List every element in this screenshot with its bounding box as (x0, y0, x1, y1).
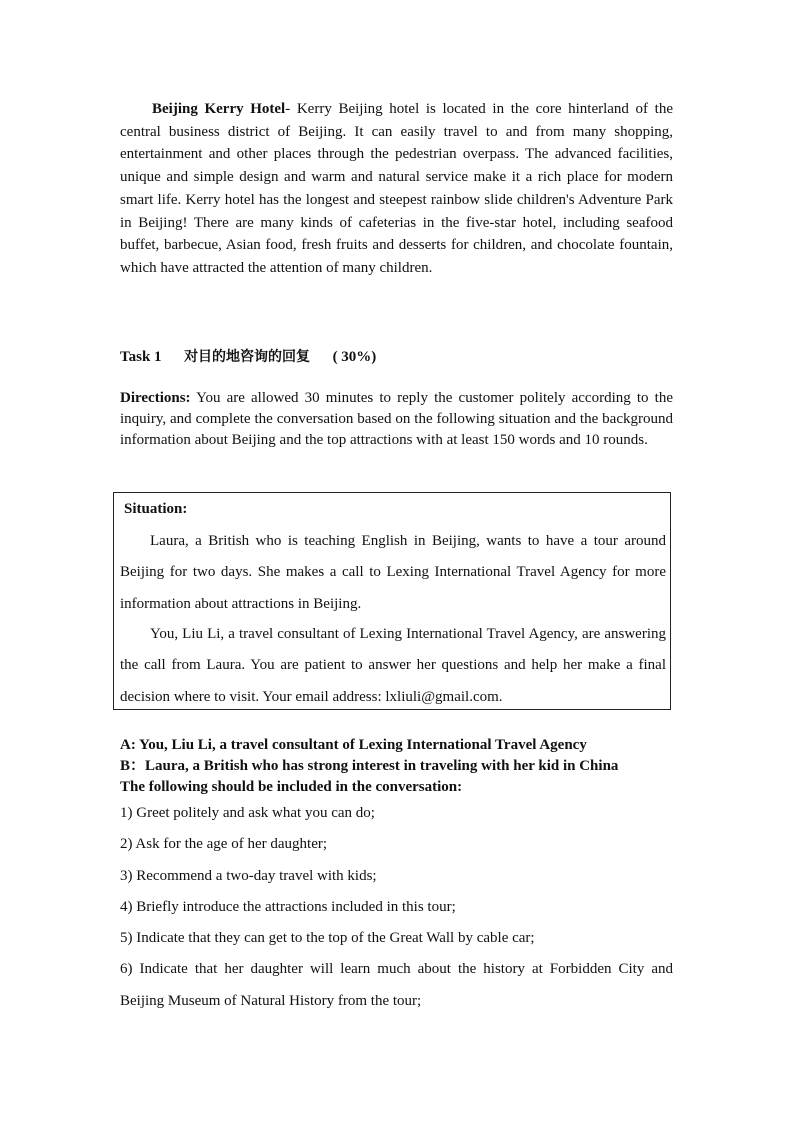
roles-block (120, 735, 680, 798)
situation-title: Situation: (124, 501, 188, 517)
task-heading (120, 346, 673, 366)
requirements-list (120, 798, 673, 1017)
list-item: 6) Indicate that her daughter will learn much about the history at Forbidden City and Beijing Museum of Natural History from the tour; (120, 961, 673, 1009)
list-item: 1) Greet politely and ask what you can do; (120, 805, 375, 821)
hotel-name: Beijing Kerry Hotel (152, 101, 286, 117)
role-b: B：Laura, a British who has strong interest in traveling with her kid in China (120, 758, 619, 774)
hotel-description: - Kerry Beijing hotel is located in the core hinterland of the central business district of Beijing. It can easily travel to and from many shopping, entertainment and other places through the pedestrian overpass. The advanced facilities, unique and simple design and warm and natural service make it a rich place for modern smart life. Kerry hotel has the longest and steepest rainbow slide children's Adventure Park in Beijing! There are many kinds of cafeterias in the five-star hotel, including seafood buffet, barbecue, Asian food, fresh fruits and desserts for children, and chocolate fountain, which have attracted the attention of many children. (120, 101, 673, 276)
role-a: A: You, Liu Li, a travel consultant of Lexing International Travel Agency (120, 737, 587, 753)
directions-paragraph (120, 388, 673, 451)
situation-box (113, 492, 671, 710)
list-item: 2) Ask for the age of her daughter; (120, 836, 328, 853)
list-item: 4) Briefly introduce the attractions included in this tour; (120, 898, 456, 915)
include-heading: The following should be included in the conversation: (120, 779, 463, 795)
directions-label: Directions: (120, 390, 191, 406)
task-weight: ( 30%) (332, 349, 377, 365)
situation-paragraph-2: You, Liu Li, a travel consultant of Lexing International Travel Agency, are answering the call from Laura. You are patient to answer her questions and help her make a final decision where to visit. Your email address: lxliuli@gmail.com. (120, 626, 666, 705)
list-item: 5) Indicate that they can get to the top of the Great Wall by cable car; (120, 930, 535, 947)
directions-text: You are allowed 30 minutes to reply the customer politely according to the inquiry, and complete the conversation based on the following situation and the background information about Beijing and the top attractions with at least 150 words and 10 rounds. (120, 390, 673, 448)
hotel-paragraph (120, 98, 673, 280)
task-title: 对目的地咨询的回复 (184, 349, 311, 365)
task-label: Task 1 (120, 349, 162, 365)
list-item: 3) Recommend a two-day travel with kids; (120, 867, 377, 884)
situation-paragraph-1: Laura, a British who is teaching English in Beijing, wants to have a tour around Beijing for two days. She makes a call to Lexing International Travel Agency for more information about attractions in Beijing. (120, 533, 666, 612)
